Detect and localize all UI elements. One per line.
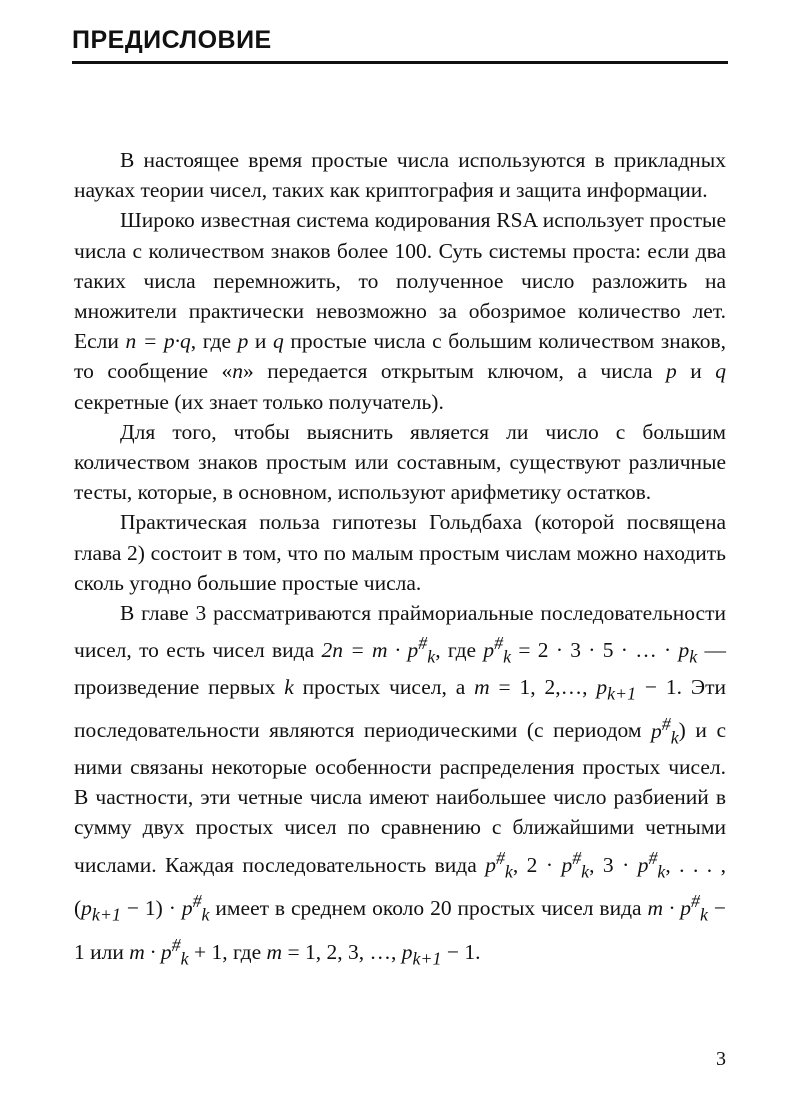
formula-primorial: $p^{\#}_k$	[483, 633, 512, 667]
paragraph-4: Практическая польза гипотезы Гольдбаха (которой посвящена глава 2) состоит в том, что по малым простым числам можно находить сколь угодно большие простые числа.	[74, 510, 726, 595]
formula-n-pq: n = p·q	[125, 329, 191, 354]
body-text	[74, 145, 726, 974]
page-number: 3	[716, 1048, 726, 1070]
page-header	[72, 26, 728, 64]
page-title: ПРЕДИСЛОВИЕ	[72, 26, 272, 54]
paragraph-1: В настоящее время простые числа используются в прикладных науках теории чисел, таких как криптография и защита информации.	[74, 148, 726, 203]
paragraph-3: Для того, чтобы выяснить является ли число с большим количеством знаков простым или составным, существуют различные тесты, которые, в основном, используют арифметику остатков.	[74, 419, 726, 505]
paragraph-2: Широко известная система кодирования RSA использует простые числа с количеством знаков более 100. Суть системы проста: если два таких числа перемножить, то полученное число разложить на множители практически невозможно за обозримое количество лет. Если n = p·q, где p и q простые числа с большим количеством знаков, то сообщение «n» передается открытым ключом, а числа p и q секретные (их знает только получатель).	[74, 208, 726, 414]
paragraph-5: В главе 3 рассматриваются праймориальные последовательности чисел, то есть чисел вида $2n = m \cdot p^{\#}_k$, где $p^{\#}_k = 2 \cdot 3 \cdot 5$ · … · $p_k$ — произведение первых k простых чисел, а m = 1, 2,…, $p_{k+1} - 1$. Эти последовательности являются периодическими (с периодом $p^{\#}_k$) и с ними связаны некоторые особенности распределения простых чисел. В частности, эти четные числа имеют наибольшее число разбиений в сумму двух простых чисел по сравнению с ближайшими четными числами. Каждая последовательность вида $p^{\#}_k$, $2 \cdot p^{\#}_k$, $3 \cdot p^{\#}_k$, . . . , $(p_{k+1} - 1) \cdot p^{\#}_k$ имеет в среднем около 20 простых чисел вида $m \cdot p^{\#}_k - 1$ или $m \cdot p^{\#}_k + 1$, где m = 1, 2, 3, …, $p_{k+1} - 1$.	[74, 601, 727, 969]
formula-2n: $2n = m \cdot p^{\#}_k$	[321, 633, 436, 667]
